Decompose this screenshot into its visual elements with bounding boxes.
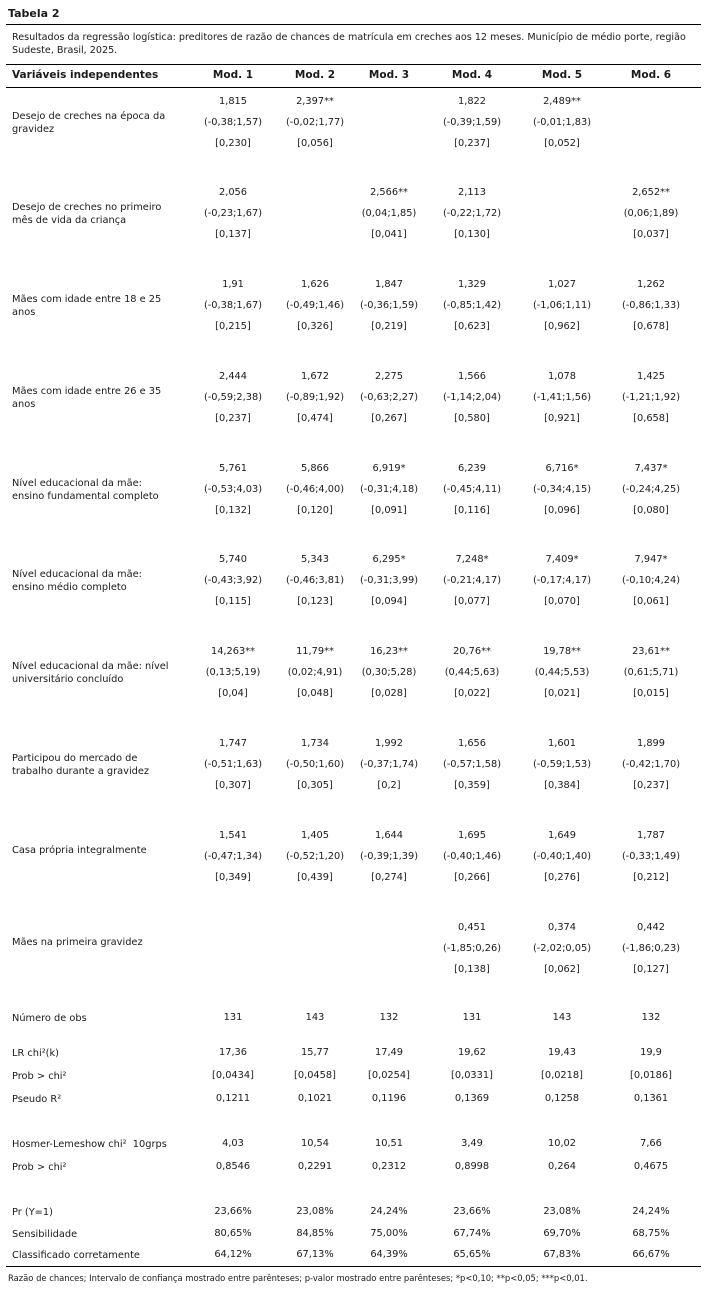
predictor-label: Mães na primeira gravidez <box>12 937 143 948</box>
predictor-label: Mães com idade entre 26 e 35 anos <box>12 386 162 410</box>
confidence-interval: (-2,02;0,05) <box>532 943 592 954</box>
odds-ratio: 1,91 <box>222 279 244 290</box>
p-value: [0,266] <box>454 872 490 883</box>
confidence-interval: (-0,86;1,33) <box>621 300 681 311</box>
p-value: [0,237] <box>215 413 251 424</box>
p-value: [0,305] <box>297 780 333 791</box>
p-value: [0,237] <box>633 780 669 791</box>
stat-value: 17,36 <box>218 1047 248 1058</box>
odds-ratio: 0,451 <box>457 922 487 933</box>
bottom-rule <box>6 1266 701 1267</box>
confidence-interval: (-0,59;2,38) <box>203 392 263 403</box>
confidence-interval: (-0,39;1,39) <box>359 851 419 862</box>
odds-ratio: 5,761 <box>218 463 248 474</box>
stat-value: 24,24% <box>632 1206 670 1217</box>
stat-value: 67,74% <box>453 1228 491 1239</box>
table-footnote: Razão de chances; Intervalo de confiança mostrado entre parênteses; p-valor mostrado entre parênteses; *p<0,10; **p<0,05; ***p<0,01. <box>8 1273 588 1283</box>
confidence-interval: (-0,89;1,92) <box>285 392 345 403</box>
odds-ratio: 1,601 <box>547 738 577 749</box>
odds-ratio: 1,329 <box>457 279 487 290</box>
odds-ratio: 1,815 <box>218 96 248 107</box>
stat-label: Hosmer-Lemeshow chi² 10grps <box>12 1139 167 1150</box>
confidence-interval: (-0,59;1,53) <box>532 759 592 770</box>
stat-value: 132 <box>641 1012 661 1023</box>
odds-ratio: 2,444 <box>218 371 248 382</box>
odds-ratio: 5,343 <box>300 554 330 565</box>
confidence-interval: (0,06;1,89) <box>623 208 679 219</box>
stat-value: [0,0218] <box>541 1070 583 1081</box>
p-value: [0,2] <box>377 780 401 791</box>
confidence-interval: (-1,86;0,23) <box>621 943 681 954</box>
stat-value: 0,264 <box>547 1161 577 1172</box>
predictor-label: Nível educacional da mãe: ensino médio completo <box>12 569 142 593</box>
confidence-interval: (-0,63;2,27) <box>359 392 419 403</box>
odds-ratio: 16,23** <box>370 646 408 657</box>
header-variables: Variáveis independentes <box>12 69 159 81</box>
confidence-interval: (-0,46;4,00) <box>285 484 345 495</box>
table-caption: Resultados da regressão logística: preditores de razão de chances de matrícula em creches aos 12 meses. Município de médio porte, região Sudeste, Brasil, 2025. <box>12 32 686 56</box>
stat-value: 19,62 <box>457 1047 487 1058</box>
confidence-interval: (-0,46;3,81) <box>285 575 345 586</box>
p-value: [0,359] <box>454 780 490 791</box>
predictor-label: Nível educacional da mãe: nível universitário concluído <box>12 661 169 685</box>
confidence-interval: (-0,37;1,74) <box>359 759 419 770</box>
odds-ratio: 2,566** <box>370 187 408 198</box>
header-rule-top <box>6 64 701 65</box>
stat-value: 0,1369 <box>454 1093 490 1104</box>
confidence-interval: (-0,17;4,17) <box>532 575 592 586</box>
p-value: [0,041] <box>371 229 407 240</box>
p-value: [0,921] <box>544 413 580 424</box>
odds-ratio: 5,866 <box>300 463 330 474</box>
stat-value: 10,51 <box>374 1138 404 1149</box>
odds-ratio: 6,239 <box>457 463 487 474</box>
odds-ratio: 1,899 <box>636 738 666 749</box>
header-model-1: Mod. 1 <box>212 69 254 81</box>
confidence-interval: (-0,33;1,49) <box>621 851 681 862</box>
p-value: [0,678] <box>633 321 669 332</box>
stat-label: Classificado corretamente <box>12 1250 140 1261</box>
p-value: [0,274] <box>371 872 407 883</box>
stat-value: 0,1361 <box>633 1093 669 1104</box>
odds-ratio: 2,275 <box>374 371 404 382</box>
stat-value: 23,66% <box>214 1206 252 1217</box>
stat-value: 15,77 <box>300 1047 330 1058</box>
confidence-interval: (-0,31;3,99) <box>359 575 419 586</box>
top-rule <box>6 24 701 25</box>
p-value: [0,384] <box>544 780 580 791</box>
confidence-interval: (-0,85;1,42) <box>442 300 502 311</box>
odds-ratio: 1,626 <box>300 279 330 290</box>
p-value: [0,037] <box>633 229 669 240</box>
stat-label: Número de obs <box>12 1013 87 1024</box>
confidence-interval: (-0,49;1,46) <box>285 300 345 311</box>
confidence-interval: (-0,53;4,03) <box>203 484 263 495</box>
confidence-interval: (-1,85;0,26) <box>442 943 502 954</box>
confidence-interval: (-0,38;1,67) <box>203 300 263 311</box>
odds-ratio: 1,822 <box>457 96 487 107</box>
odds-ratio: 0,442 <box>636 922 666 933</box>
odds-ratio: 2,652** <box>632 187 670 198</box>
stat-value: [0,0186] <box>630 1070 672 1081</box>
table-title: Tabela 2 <box>8 7 60 20</box>
p-value: [0,096] <box>544 505 580 516</box>
p-value: [0,267] <box>371 413 407 424</box>
confidence-interval: (-0,42;1,70) <box>621 759 681 770</box>
p-value: [0,123] <box>297 596 333 607</box>
confidence-interval: (-0,51;1,63) <box>203 759 263 770</box>
odds-ratio: 6,295* <box>372 554 406 565</box>
odds-ratio: 1,262 <box>636 279 666 290</box>
odds-ratio: 7,437* <box>634 463 668 474</box>
confidence-interval: (-0,24;4,25) <box>621 484 681 495</box>
p-value: [0,580] <box>454 413 490 424</box>
p-value: [0,056] <box>297 138 333 149</box>
stat-value: 23,08% <box>543 1206 581 1217</box>
odds-ratio: 0,374 <box>547 922 577 933</box>
confidence-interval: (-0,21;4,17) <box>442 575 502 586</box>
confidence-interval: (-0,36;1,59) <box>359 300 419 311</box>
p-value: [0,349] <box>215 872 251 883</box>
stat-value: 0,8546 <box>215 1161 251 1172</box>
stat-value: 0,8998 <box>454 1161 490 1172</box>
p-value: [0,048] <box>297 688 333 699</box>
odds-ratio: 1,541 <box>218 830 248 841</box>
p-value: [0,474] <box>297 413 333 424</box>
odds-ratio: 2,056 <box>218 187 248 198</box>
p-value: [0,132] <box>215 505 251 516</box>
p-value: [0,052] <box>544 138 580 149</box>
confidence-interval: (-1,41;1,56) <box>532 392 592 403</box>
p-value: [0,307] <box>215 780 251 791</box>
odds-ratio: 1,405 <box>300 830 330 841</box>
stat-value: 67,83% <box>543 1249 581 1260</box>
p-value: [0,623] <box>454 321 490 332</box>
confidence-interval: (-1,14;2,04) <box>442 392 502 403</box>
stat-label: LR chi²(k) <box>12 1048 59 1059</box>
odds-ratio: 1,787 <box>636 830 666 841</box>
p-value: [0,276] <box>544 872 580 883</box>
stat-value: 23,08% <box>296 1206 334 1217</box>
stat-value: 0,2312 <box>371 1161 407 1172</box>
odds-ratio: 14,263** <box>210 646 256 657</box>
p-value: [0,015] <box>633 688 669 699</box>
p-value: [0,116] <box>454 505 490 516</box>
p-value: [0,137] <box>215 229 251 240</box>
p-value: [0,070] <box>544 596 580 607</box>
stat-value: 4,03 <box>222 1138 244 1149</box>
odds-ratio: 1,847 <box>374 279 404 290</box>
p-value: [0,138] <box>454 964 490 975</box>
odds-ratio: 20,76** <box>453 646 491 657</box>
header-model-5: Mod. 5 <box>541 69 583 81</box>
confidence-interval: (-0,47;1,34) <box>203 851 263 862</box>
stat-value: 7,66 <box>640 1138 662 1149</box>
odds-ratio: 1,644 <box>374 830 404 841</box>
confidence-interval: (0,61;5,71) <box>623 667 679 678</box>
odds-ratio: 1,734 <box>300 738 330 749</box>
p-value: [0,962] <box>544 321 580 332</box>
stat-value: 143 <box>552 1012 572 1023</box>
header-model-4: Mod. 4 <box>451 69 493 81</box>
odds-ratio: 11,79** <box>296 646 334 657</box>
stat-value: 10,54 <box>300 1138 330 1149</box>
stat-value: 3,49 <box>461 1138 483 1149</box>
stat-label: Sensibilidade <box>12 1229 78 1240</box>
header-model-3: Mod. 3 <box>368 69 410 81</box>
p-value: [0,215] <box>215 321 251 332</box>
p-value: [0,120] <box>297 505 333 516</box>
p-value: [0,130] <box>454 229 490 240</box>
stat-value: 64,12% <box>214 1249 252 1260</box>
p-value: [0,230] <box>215 138 251 149</box>
predictor-label: Nível educacional da mãe: ensino fundamental completo <box>12 478 159 502</box>
predictor-label: Mães com idade entre 18 e 25 anos <box>12 294 162 318</box>
odds-ratio: 1,992 <box>374 738 404 749</box>
confidence-interval: (0,04;1,85) <box>361 208 417 219</box>
stat-label: Pseudo R² <box>12 1094 62 1105</box>
confidence-interval: (-0,23;1,67) <box>203 208 263 219</box>
stat-value: 66,67% <box>632 1249 670 1260</box>
confidence-interval: (0,02;4,91) <box>287 667 343 678</box>
stat-value: 132 <box>379 1012 399 1023</box>
p-value: [0,022] <box>454 688 490 699</box>
predictor-label: Desejo de creches no primeiro mês de vida da criança <box>12 202 162 226</box>
confidence-interval: (-0,45;4,11) <box>442 484 502 495</box>
stat-label: Prob > chi² <box>12 1071 67 1082</box>
odds-ratio: 19,78** <box>543 646 581 657</box>
stat-value: 131 <box>462 1012 482 1023</box>
odds-ratio: 1,656 <box>457 738 487 749</box>
p-value: [0,077] <box>454 596 490 607</box>
stat-value: 17,49 <box>374 1047 404 1058</box>
stat-value: 143 <box>305 1012 325 1023</box>
odds-ratio: 7,947* <box>634 554 668 565</box>
p-value: [0,326] <box>297 321 333 332</box>
header-rule-bottom <box>6 87 701 88</box>
odds-ratio: 1,027 <box>547 279 577 290</box>
p-value: [0,658] <box>633 413 669 424</box>
odds-ratio: 6,919* <box>372 463 406 474</box>
stat-value: 0,1196 <box>371 1093 407 1104</box>
stat-value: [0,0434] <box>212 1070 254 1081</box>
odds-ratio: 2,489** <box>543 96 581 107</box>
confidence-interval: (-0,57;1,58) <box>442 759 502 770</box>
stat-value: 65,65% <box>453 1249 491 1260</box>
odds-ratio: 5,740 <box>218 554 248 565</box>
stat-value: [0,0254] <box>368 1070 410 1081</box>
header-model-6: Mod. 6 <box>630 69 672 81</box>
stat-value: 75,00% <box>370 1228 408 1239</box>
stat-value: 131 <box>223 1012 243 1023</box>
p-value: [0,04] <box>218 688 248 699</box>
odds-ratio: 1,695 <box>457 830 487 841</box>
odds-ratio: 1,078 <box>547 371 577 382</box>
confidence-interval: (0,44;5,63) <box>444 667 500 678</box>
confidence-interval: (-0,52;1,20) <box>285 851 345 862</box>
stat-label: Prob > chi² <box>12 1162 67 1173</box>
confidence-interval: (-0,31;4,18) <box>359 484 419 495</box>
p-value: [0,021] <box>544 688 580 699</box>
odds-ratio: 23,61** <box>632 646 670 657</box>
confidence-interval: (0,13;5,19) <box>205 667 261 678</box>
odds-ratio: 1,649 <box>547 830 577 841</box>
stat-value: 24,24% <box>370 1206 408 1217</box>
odds-ratio: 1,566 <box>457 371 487 382</box>
p-value: [0,237] <box>454 138 490 149</box>
odds-ratio: 2,113 <box>457 187 487 198</box>
confidence-interval: (-0,01;1,83) <box>532 117 592 128</box>
p-value: [0,094] <box>371 596 407 607</box>
p-value: [0,439] <box>297 872 333 883</box>
stat-value: 64,39% <box>370 1249 408 1260</box>
stat-value: 19,43 <box>547 1047 577 1058</box>
confidence-interval: (-0,02;1,77) <box>285 117 345 128</box>
confidence-interval: (-0,43;3,92) <box>203 575 263 586</box>
stat-value: [0,0458] <box>294 1070 336 1081</box>
stat-value: 19,9 <box>640 1047 662 1058</box>
confidence-interval: (-0,34;4,15) <box>532 484 592 495</box>
stat-value: 80,65% <box>214 1228 252 1239</box>
header-model-2: Mod. 2 <box>294 69 336 81</box>
stat-value: 0,4675 <box>633 1161 669 1172</box>
stat-value: 0,1211 <box>215 1093 251 1104</box>
confidence-interval: (-0,10;4,24) <box>621 575 681 586</box>
predictor-label: Casa própria integralmente <box>12 845 147 856</box>
odds-ratio: 7,248* <box>455 554 489 565</box>
p-value: [0,127] <box>633 964 669 975</box>
confidence-interval: (-0,40;1,46) <box>442 851 502 862</box>
p-value: [0,062] <box>544 964 580 975</box>
stat-value: 0,1258 <box>544 1093 580 1104</box>
stat-value: 69,70% <box>543 1228 581 1239</box>
p-value: [0,212] <box>633 872 669 883</box>
confidence-interval: (-1,21;1,92) <box>621 392 681 403</box>
predictor-label: Desejo de creches na época da gravidez <box>12 111 166 135</box>
odds-ratio: 1,747 <box>218 738 248 749</box>
p-value: [0,115] <box>215 596 251 607</box>
confidence-interval: (-0,38;1,57) <box>203 117 263 128</box>
stat-value: 10,02 <box>547 1138 577 1149</box>
stat-value: 0,2291 <box>297 1161 333 1172</box>
confidence-interval: (-0,50;1,60) <box>285 759 345 770</box>
odds-ratio: 7,409* <box>545 554 579 565</box>
predictor-label: Participou do mercado de trabalho durante a gravidez <box>12 753 150 777</box>
stat-label: Pr (Y=1) <box>12 1207 53 1218</box>
confidence-interval: (-0,40;1,40) <box>532 851 592 862</box>
confidence-interval: (0,30;5,28) <box>361 667 417 678</box>
odds-ratio: 6,716* <box>545 463 579 474</box>
confidence-interval: (-0,22;1,72) <box>442 208 502 219</box>
odds-ratio: 2,397** <box>296 96 334 107</box>
stat-value: 68,75% <box>632 1228 670 1239</box>
stat-value: [0,0331] <box>451 1070 493 1081</box>
stat-value: 23,66% <box>453 1206 491 1217</box>
stat-value: 0,1021 <box>297 1093 333 1104</box>
odds-ratio: 1,425 <box>636 371 666 382</box>
confidence-interval: (-0,39;1,59) <box>442 117 502 128</box>
confidence-interval: (0,44;5,53) <box>534 667 590 678</box>
stat-value: 84,85% <box>296 1228 334 1239</box>
odds-ratio: 1,672 <box>300 371 330 382</box>
confidence-interval: (-1,06;1,11) <box>532 300 592 311</box>
p-value: [0,028] <box>371 688 407 699</box>
p-value: [0,061] <box>633 596 669 607</box>
stat-value: 67,13% <box>296 1249 334 1260</box>
p-value: [0,080] <box>633 505 669 516</box>
p-value: [0,219] <box>371 321 407 332</box>
p-value: [0,091] <box>371 505 407 516</box>
